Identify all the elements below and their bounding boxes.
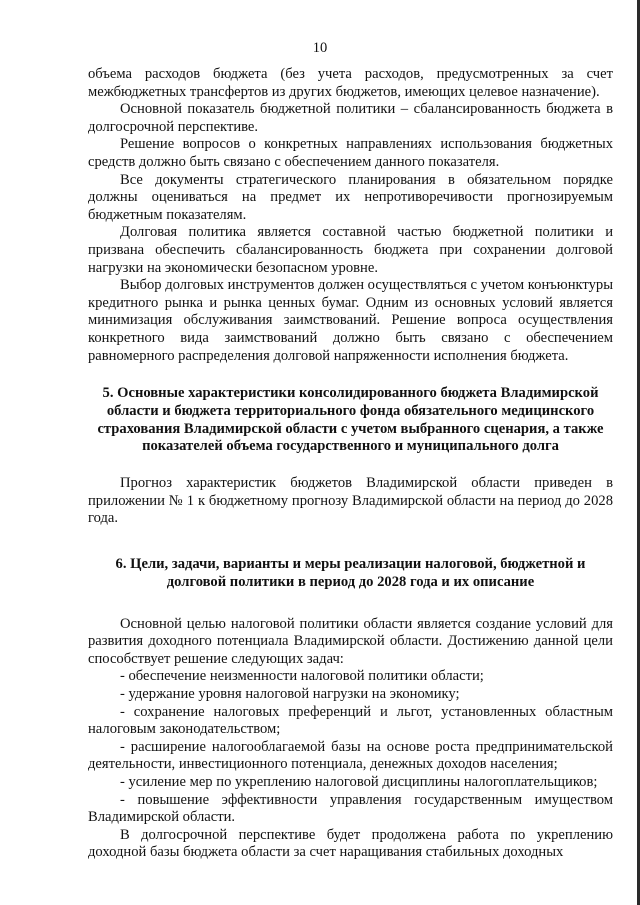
task-list-item: - удержание уровня налоговой нагрузки на экономику;	[120, 686, 460, 703]
task-list-item: - повышение эффективности управления государственным имуществом Владимирской области.	[88, 791, 613, 826]
section-6-closing-paragraph: В долгосрочной перспективе будет продолжена работа по укреплению доходной базы бюджета области за счет наращивания стабильных доходных	[88, 826, 613, 861]
paragraph-budget-directions: Решение вопросов о конкретных направлениях использования бюджетных средств должно быть связано с обеспечением данного показателя.	[88, 136, 613, 170]
task-list-item: - обеспечение неизменности налоговой политики области;	[120, 668, 484, 685]
paragraph-strategic-documents: Все документы стратегического планирования в обязательном порядке должны оцениваться на предмет их непротиворечивости прогнозируемым бюджетным показателям.	[88, 171, 613, 223]
section-6-heading: 6. Цели, задачи, варианты и меры реализации налоговой, бюджетной и долговой политики в период до 2028 года и их описание	[115, 556, 586, 590]
paragraph-debt-instruments: Выбор долговых инструментов должен осуществляться с учетом конъюнктуры кредитного рынка и рынка ценных бумаг. Одним из основных условий является минимизация обслуживания заимствований. Решение вопроса осуществления конкретного вида заимствований должно быть связано с обеспечением равномерного распределения долговой напряженности исполнения бюджета.	[88, 277, 613, 364]
section-5-heading: 5. Основные характеристики консолидированного бюджета Владимирской области и бюджета территориального фонда обязательного медицинского страхования Владимирской области с учетом выбранного сценария, а также показателей объема государственного и муниципального долга	[97, 385, 604, 455]
section-5-paragraph: Прогноз характеристик бюджетов Владимирской области приведен в приложении № 1 к бюджетному прогнозу Владимирской области на период до 2028 года.	[88, 475, 613, 527]
paragraph-balance-indicator: Основной показатель бюджетной политики – сбалансированность бюджета в долгосрочной перспективе.	[88, 101, 613, 135]
section-6-intro: Основной целью налоговой политики области является создание условий для развития доходного потенциала Владимирской области. Достижению данной цели способствует решение следующих задач:	[88, 615, 613, 667]
page-number: 10	[312, 40, 328, 56]
task-list-item: - сохранение налоговых преференций и льгот, установленных областным налоговым законодательством;	[88, 703, 613, 738]
task-list-item: - расширение налогооблагаемой базы на основе роста предпринимательской деятельности, инвестиционного потенциала, денежных доходов населения;	[88, 738, 613, 773]
paragraph-debt-policy: Долговая политика является составной частью бюджетной политики и призвана обеспечить сбалансированность бюджета при сохранении долговой нагрузки на экономически безопасном уровне.	[88, 224, 613, 276]
document-body	[88, 66, 613, 862]
paragraph-continuation: объема расходов бюджета (без учета расходов, предусмотренных за счет межбюджетных трансфертов из других бюджетов, имеющих целевое назначение).	[88, 66, 613, 100]
task-list-item: - усиление мер по укреплению налоговой дисциплины налогоплательщиков;	[120, 774, 598, 790]
